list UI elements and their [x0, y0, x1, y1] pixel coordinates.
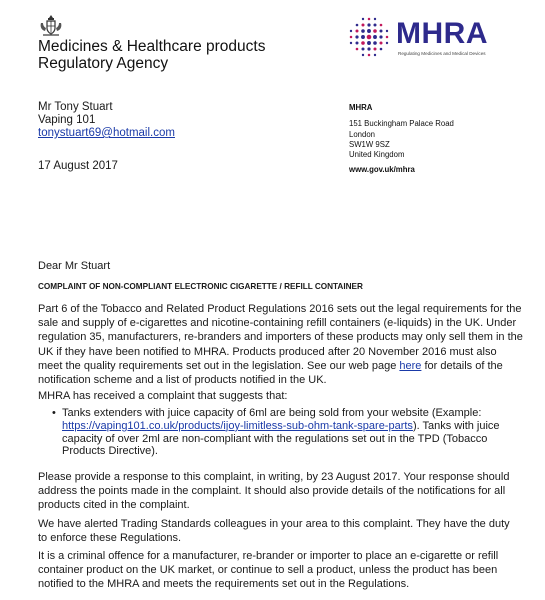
- logo-dot: [367, 41, 371, 45]
- paragraph-line: to enforce these Regulations.: [38, 532, 182, 545]
- recipient-email-link[interactable]: tonystuart69@hotmail.com: [38, 127, 175, 139]
- paragraph-line: Please provide a response to this complaint, in writing, by 23 August 2017. Your response should: [38, 471, 510, 483]
- bullet-line: Products Directive).: [62, 445, 158, 458]
- logo-dot: [355, 41, 358, 44]
- paragraph-line: address the points made in the complaint. It should also provide details of the notifications for all: [38, 485, 506, 498]
- sender-org: MHRA: [349, 103, 373, 112]
- logo-dot: [379, 41, 382, 44]
- bullet-item: [62, 407, 532, 458]
- dot-pattern-logo-icon: [346, 14, 392, 60]
- paragraph-line: Part 6 of the Tobacco and Related Product Regulations 2016 sets out the legal requirements for the: [38, 303, 522, 315]
- letter-date: 17 August 2017: [38, 160, 118, 172]
- paragraph-line: notification scheme and a list of products notified in the UK.: [38, 374, 327, 387]
- paragraph-line: We have alerted Trading Standards colleagues in your area to this complaint. They have the duty: [38, 518, 510, 530]
- bullet-line: capacity of over 2ml are non-compliant with the regulations set out in the TPD (Tobacco: [62, 432, 488, 445]
- paragraph-line: container product on the UK market, or continue to sell a product, unless the product has been: [38, 564, 498, 577]
- sender-address-line: United Kingdom: [349, 150, 405, 159]
- subject-heading: COMPLAINT OF NON-COMPLIANT ELECTRONIC CIGARETTE / REFILL CONTAINER: [38, 282, 363, 291]
- logo-dot: [368, 54, 371, 57]
- paragraph-line: MHRA has received a complaint that suggests that:: [38, 390, 288, 402]
- logo-dot: [374, 54, 376, 56]
- paragraph-line: UK if they have been notified to MHRA. Products produced after 20 November 2016 must also: [38, 345, 497, 358]
- logo-dot: [373, 35, 377, 39]
- logo-dot: [374, 18, 376, 20]
- recipient-name: Mr Tony Stuart: [38, 101, 113, 113]
- logo-dot: [355, 29, 358, 32]
- royal-coat-of-arms-icon: [38, 14, 64, 38]
- logo-dot: [386, 30, 388, 32]
- logo-dot: [373, 47, 376, 50]
- logo-dot: [367, 47, 370, 50]
- bullet-line: [62, 420, 532, 433]
- bullet-text: ). Tanks with juice: [412, 419, 500, 432]
- logo-dot: [350, 42, 352, 44]
- paragraph-trading-standards: [38, 517, 525, 545]
- logo-dot: [367, 29, 371, 33]
- paragraph-line: products cited in the complaint.: [38, 499, 190, 512]
- logo-wordmark: MHRA: [396, 17, 488, 50]
- paragraph-criminal-offence: [38, 549, 525, 592]
- logo-dot: [367, 23, 370, 26]
- logo-dot: [361, 29, 365, 33]
- paragraph-line: It is a criminal offence for a manufacturer, re-brander or importer to place an e-cigarette or refill: [38, 550, 499, 562]
- paragraph-text: for details of the: [421, 359, 503, 372]
- logo-dot: [380, 48, 383, 51]
- paragraph-line: sale and supply of e-cigarettes and nicotine-containing refill containers (e-liquids) in the UK. Under: [38, 317, 517, 330]
- logo-dot: [367, 35, 372, 40]
- logo-dot: [355, 35, 358, 38]
- paragraph-complaint-intro: [38, 389, 525, 403]
- bullet-glyph: •: [52, 407, 56, 419]
- bullet-line: Tanks extenders with juice capacity of 6ml are being sold from your website (Example:: [62, 407, 482, 419]
- recipient-company: Vaping 101: [38, 114, 96, 126]
- logo-dot: [362, 18, 364, 20]
- paragraph-line: regulation 35, manufacturers, re-branders and importers of these products may only sell them in the: [38, 331, 523, 344]
- logo-dot: [379, 29, 382, 32]
- salutation: Dear Mr Stuart: [38, 260, 111, 272]
- logo-dot: [361, 35, 365, 39]
- logo-dot: [350, 36, 353, 39]
- logo-dot: [361, 47, 364, 50]
- sender-address-line: SW1W 9SZ: [349, 140, 390, 149]
- logo-dot: [380, 24, 383, 27]
- org-name-line2: Regulatory Agency: [38, 55, 169, 72]
- sender-address-line: London: [349, 130, 376, 139]
- logo-dot: [386, 36, 389, 39]
- logo-dot: [373, 29, 377, 33]
- logo-dot: [373, 41, 377, 45]
- paragraph-text: meet the quality requirements set out in the legislation. See our web page: [38, 359, 397, 372]
- product-url-link[interactable]: https://vaping101.co.uk/products/ijoy-limitless-sub-ohm-tank-spare-parts: [62, 419, 413, 432]
- paragraph-response-request: [38, 470, 525, 513]
- logo-dot: [356, 24, 359, 27]
- org-name-line1: Medicines & Healthcare products: [38, 38, 266, 55]
- logo-dot: [379, 35, 382, 38]
- logo-dot: [386, 42, 388, 44]
- logo-dot: [368, 18, 371, 21]
- sender-website: www.gov.uk/mhra: [349, 165, 415, 174]
- paragraph-regulations: [38, 302, 525, 387]
- logo-dot: [361, 23, 364, 26]
- logo-dot: [361, 41, 365, 45]
- logo-tagline: Regulating Medicines and Medical Devices: [398, 51, 486, 56]
- sender-address-line: 151 Buckingham Palace Road: [349, 119, 454, 128]
- logo-dot: [373, 23, 376, 26]
- paragraph-line: notified to the MHRA and meets the requirements set out in the Regulations.: [38, 578, 410, 591]
- logo-dot: [350, 30, 352, 32]
- logo-dot: [356, 48, 359, 51]
- paragraph-line: [38, 359, 525, 373]
- here-link[interactable]: here: [399, 359, 422, 372]
- logo-dot: [362, 54, 364, 56]
